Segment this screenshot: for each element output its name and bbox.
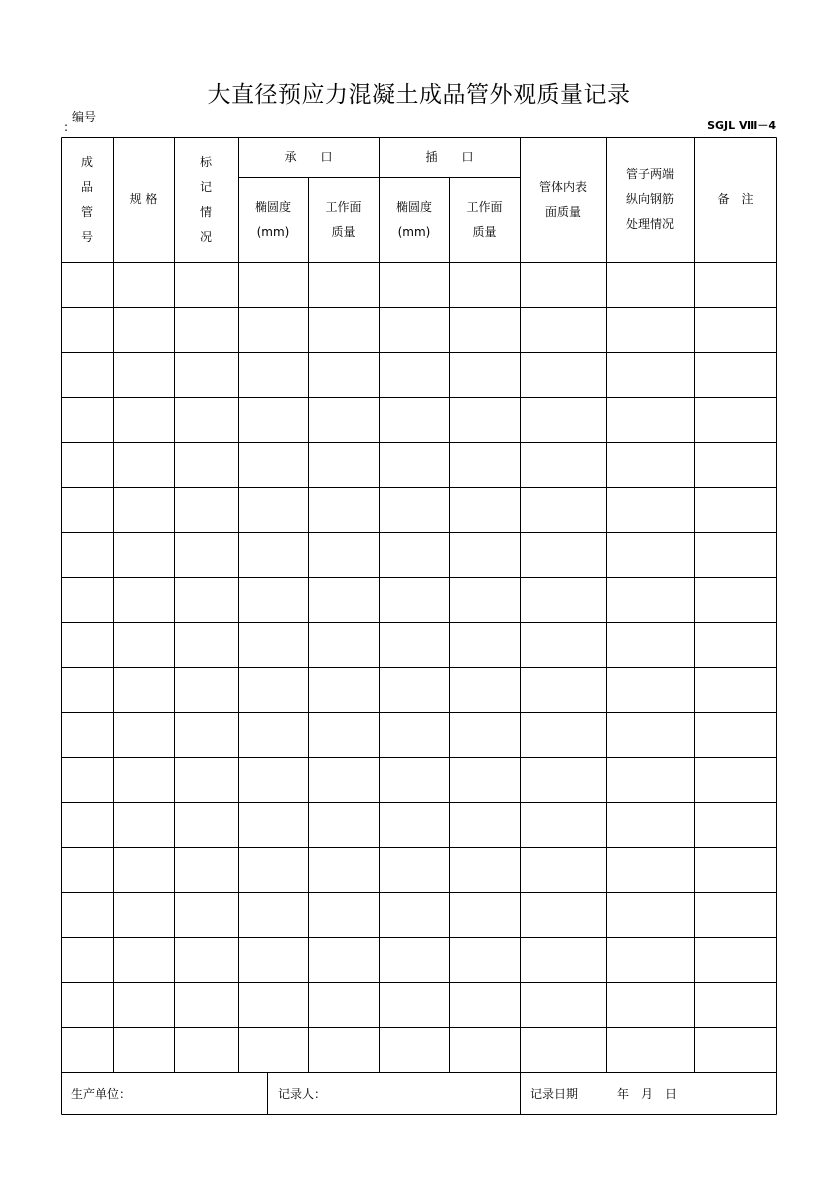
page-title: 大直径预应力混凝土成品管外观质量记录 [207,82,631,108]
header-socket-ovality: 椭圆度 (mm) [254,199,291,239]
record-table [61,137,777,1115]
header-spigot: 插 口 [425,149,474,164]
header-spigot-ovality: 椭圆度 (mm) [395,199,432,239]
header-pipe-number: 成 品 管 号 [80,154,93,244]
serial-number-label: 编号 [72,110,97,124]
header-spigot-work-surface: 工作面 质量 [466,199,503,239]
header-rebar-treatment: 管子两端 纵向钢筋 处理情况 [625,167,674,231]
serial-number-colon: : [64,120,69,134]
table-grid [61,137,777,1115]
form-code: SGJL Ⅷ－4 [707,119,776,132]
footer-production-unit: 生产单位： [71,1087,132,1101]
footer-date-fields: 年 月 日 [617,1087,678,1101]
header-inner-surface-quality: 管体内表 面质量 [538,179,587,219]
footer-record-date-label: 记录日期 [530,1087,579,1101]
header-socket-work-surface: 工作面 质量 [325,199,362,239]
footer-recorder: 记录人： [278,1087,327,1101]
header-spec: 规 格 [129,192,158,206]
header-marking: 标 记 情 况 [199,154,212,244]
header-remarks: 备 注 [717,192,754,206]
header-socket: 承 口 [284,149,333,164]
